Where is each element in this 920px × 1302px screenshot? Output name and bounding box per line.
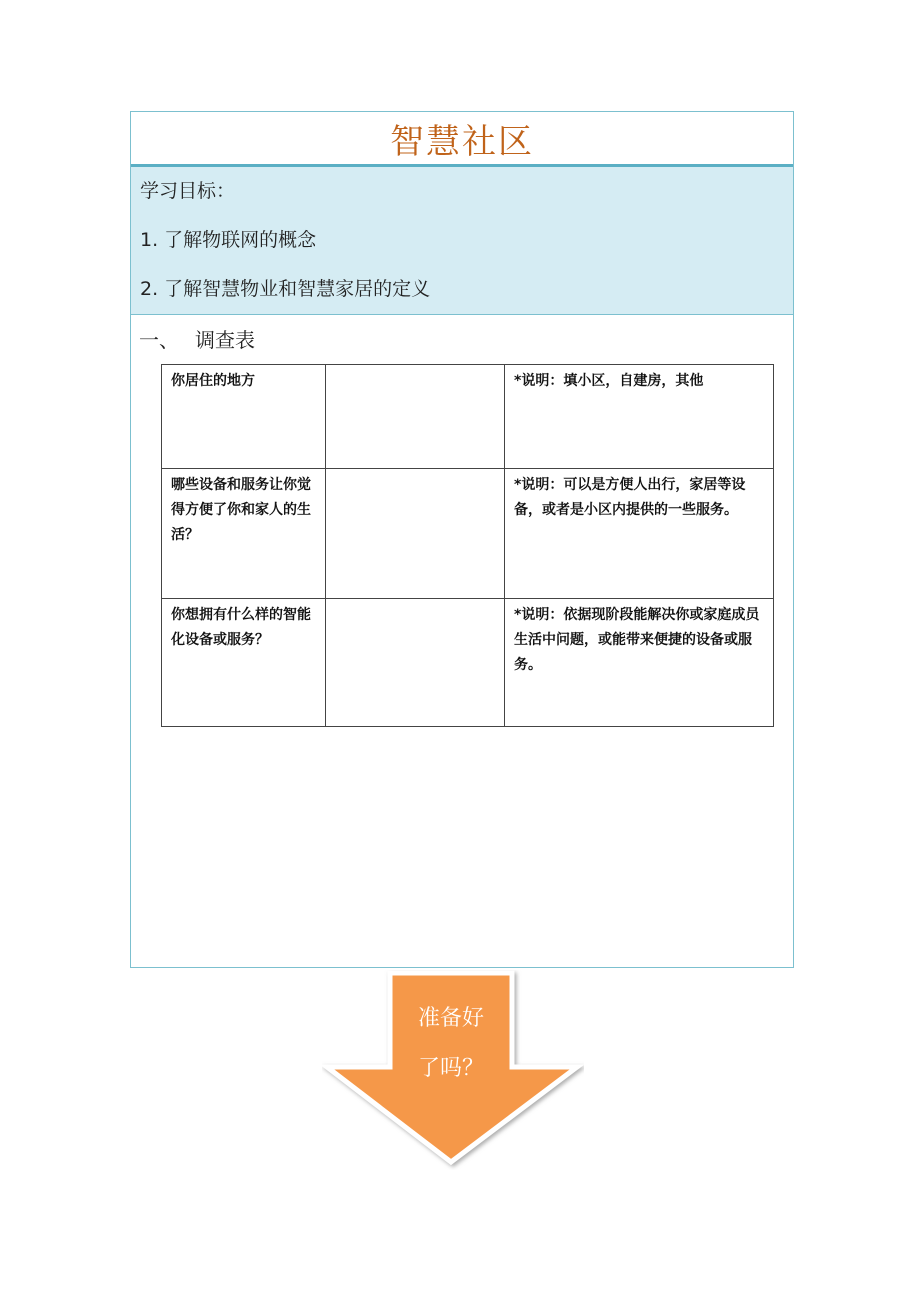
page-title: 智慧社区 (390, 121, 534, 162)
question-cell: 你居住的地方 (162, 365, 326, 469)
goals-heading: 学习目标： (140, 180, 236, 202)
title-row (131, 112, 793, 167)
worksheet-card (130, 111, 794, 968)
arrow-label-line1: 准备好 (417, 1006, 484, 1031)
answer-cell[interactable] (326, 365, 505, 469)
section-heading (139, 325, 793, 355)
section-number: 一、 (139, 328, 179, 352)
answer-cell[interactable] (326, 469, 505, 599)
survey-table (161, 364, 774, 727)
answer-cell[interactable] (326, 599, 505, 727)
goal-item-1: 1. 了解物联网的概念 (140, 229, 317, 251)
table-row (162, 469, 774, 599)
goal-item-2: 2. 了解智慧物业和智慧家居的定义 (140, 278, 431, 300)
arrow-label (390, 994, 512, 1094)
arrow-label-line2: 了吗？ (417, 1056, 484, 1081)
question-cell: 哪些设备和服务让你觉得方便了你和家人的生活？ (162, 469, 326, 599)
table-row (162, 599, 774, 727)
table-row (162, 365, 774, 469)
note-cell: *说明：可以是方便人出行，家居等设备，或者是小区内提供的一些服务。 (505, 469, 774, 599)
question-cell: 你想拥有什么样的智能化设备或服务？ (162, 599, 326, 727)
learning-goals (131, 167, 793, 315)
note-cell: *说明：填小区，自建房，其他 (505, 365, 774, 469)
section-title: 调查表 (195, 328, 255, 352)
note-cell: *说明：依据现阶段能解决你或家庭成员生活中问题，或能带来便捷的设备或服务。 (505, 599, 774, 727)
